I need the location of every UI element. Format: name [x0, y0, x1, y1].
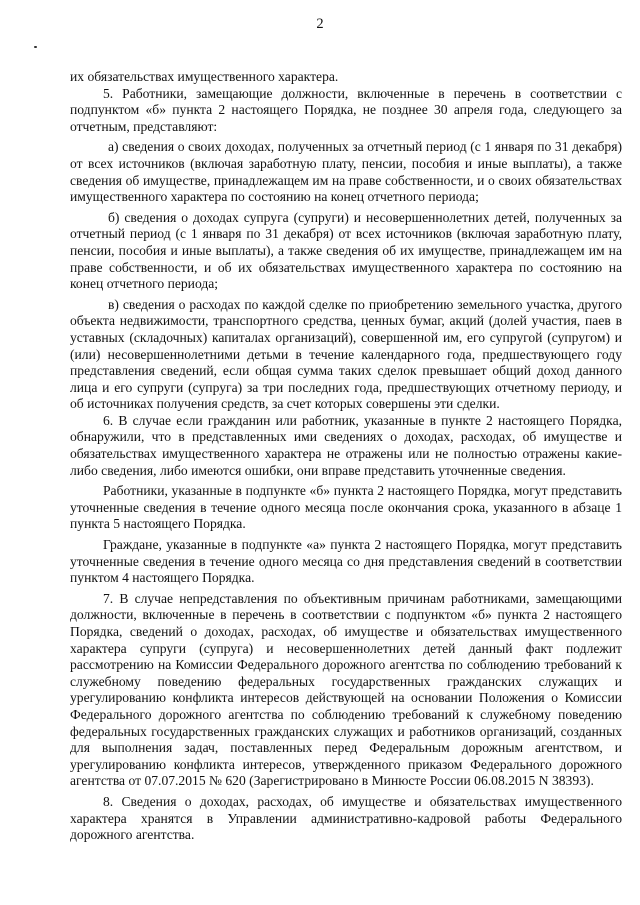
paragraph-6: 6. В случае если гражданин или работник, указанные в пункте 2 настоящего Порядка, обнаружили, что в представленных ими сведениях о доходах, расходах, об имуществе и обязательствах имущественного характера не отражены или не полностью отражены какие-либо сведения, либо имеются ошибки, они вправе представить уточненные сведения. — [70, 412, 622, 478]
paragraph-continuation: их обязательствах имущественного характера. — [70, 69, 339, 84]
document-body — [70, 69, 622, 844]
page-number: 2 — [316, 16, 324, 32]
scan-speck — [34, 46, 37, 48]
paragraph-7: 7. В случае непредставления по объективным причинам работниками, замещающими должности, включенные в перечень в соответствии с подпунктом «б» пункта 2 настоящего Порядка, сведений о доходах, расходах, об имуществе и обязательствах имущественного характера супруги (супруга) и несовершеннолетних детей данный факт подлежит рассмотрению на Комиссии Федерального дорожного агентства по соблюдению требований к служебному поведению федеральных государственных гражданских служащих и урегулированию конфликта интересов действующей на основании Положения о Комиссии Федерального дорожного агентства по соблюдению требований к служебному поведению федеральных государственных гражданских служащих и работников организаций, созданных для выполнения задач, поставленных перед Федеральным дорожным агентством, и урегулированию конфликта интересов, утвержденного приказом Федерального дорожного агентства от 07.07.2015 № 620 (Зарегистрировано в Минюсте России 06.08.2015 N 38393). — [70, 590, 622, 789]
paragraph-5-item-b: б) сведения о доходах супруга (супруги) и несовершеннолетних детей, полученных за отчетный период (с 1 января по 31 декабря) от всех источников (включая заработную плату, пенсии, пособия и иные выплаты), а также сведения об их имуществе, принадлежащем им на праве собственности, и об их обязательствах имущественного характера по состоянию на конец отчетного периода; — [70, 209, 622, 292]
paragraph-5-item-v: в) сведения о расходах по каждой сделке по приобретению земельного участка, другого объекта недвижимости, транспортного средства, ценных бумаг, акций (долей участия, паев в уставных (складочных) капиталах организаций), совершенной им, его супругой (супругом) и (или) несовершеннолетними детьми в течение календарного года, предшествующего году представления сведений, если общая сумма таких сделок превышает общий доход данного лица и его супруги (супруга) за три последних года, предшествующих отчетному периоду, и об источниках получения средств, за счет которых совершены эти сделки. — [70, 296, 622, 412]
paragraph-5: 5. Работники, замещающие должности, включенные в перечень в соответствии с подпунктом «б» пункта 2 настоящего Порядка, не позднее 30 апреля года, следующего за отчетным, представляют: — [70, 85, 622, 134]
paragraph-6-citizens: Граждане, указанные в подпункте «а» пункта 2 настоящего Порядка, могут представить уточненные сведения в течение одного месяца со дня представления сведений в соответствии пунктом 4 настоящего Порядка. — [70, 537, 622, 586]
paragraph-5-item-a: а) сведения о своих доходах, полученных за отчетный период (с 1 января по 31 декабря) от всех источников (включая заработную плату, пенсии, пособия и иные выплаты), а также сведения об имуществе, принадлежащем им на праве собственности, и о своих обязательствах имущественного характера по состоянию на конец отчетного периода; — [70, 139, 622, 205]
paragraph-8: 8. Сведения о доходах, расходах, об имуществе и обязательствах имущественного характера хранятся в Управлении административно-кадровой работы Федерального дорожного агентства. — [70, 793, 622, 843]
paragraph-6-workers: Работники, указанные в подпункте «б» пункта 2 настоящего Порядка, могут представить уточненные сведения в течение одного месяца после окончания срока, указанного в абзаце 1 пункта 5 настоящего Порядка. — [70, 483, 622, 532]
